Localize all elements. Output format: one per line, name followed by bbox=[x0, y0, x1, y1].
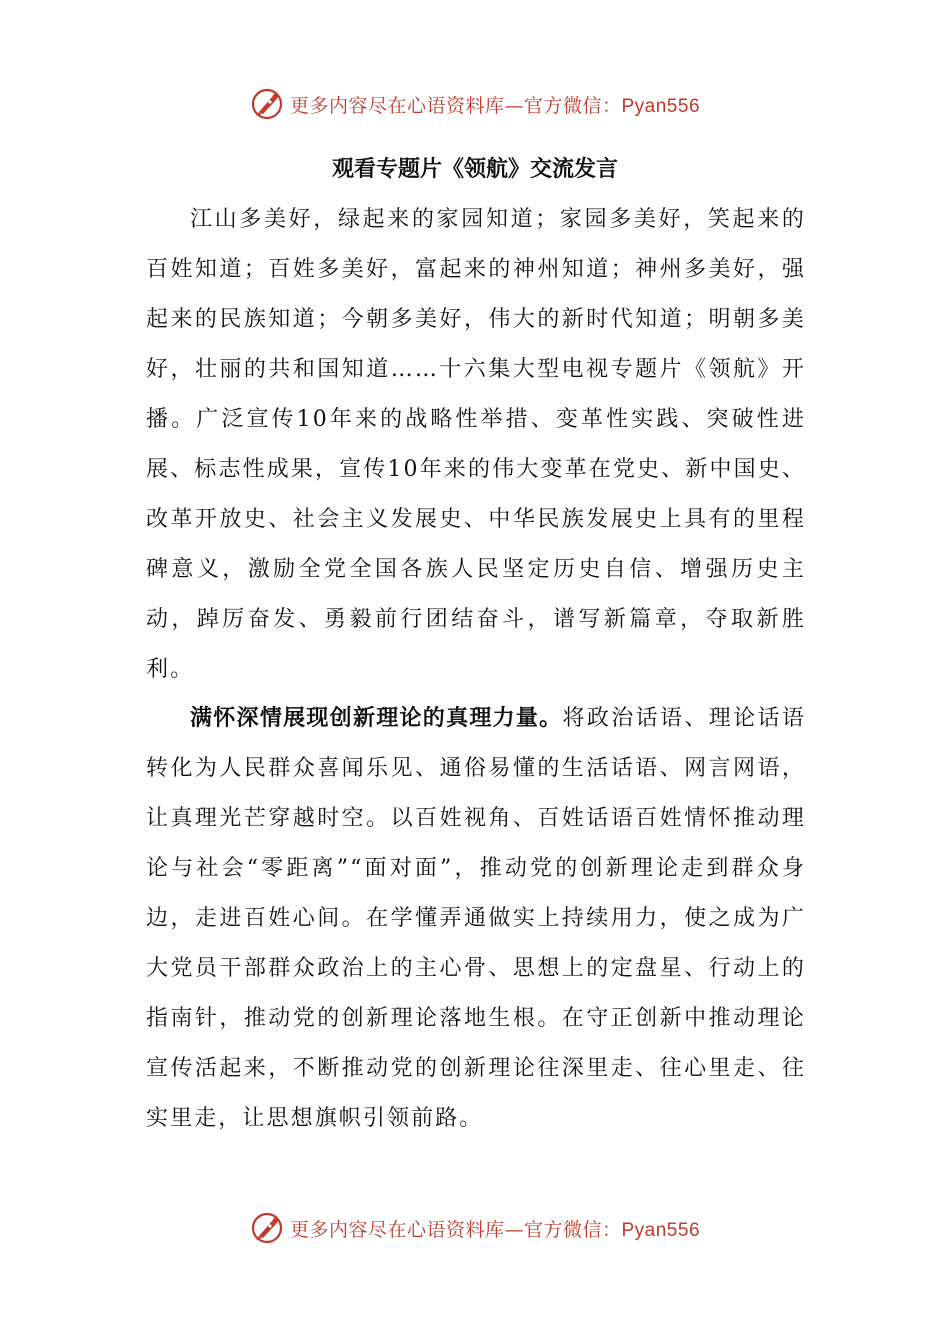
watermark-banner-bottom bbox=[0, 1208, 950, 1248]
document-title: 观看专题片《领航》交流发言 bbox=[331, 157, 618, 182]
watermark-content bbox=[250, 87, 700, 121]
watermark-content bbox=[250, 1211, 700, 1245]
paragraph-1 bbox=[146, 195, 806, 695]
watermark-prefix: 更多内容尽在心语资料库—官方微信： bbox=[289, 94, 622, 117]
paragraph-1-text: 江山多美好，绿起来的家园知道；家园多美好，笑起来的百姓知道；百姓多美好，富起来的神州知道；神州多美好，强起来的民族知道；今朝多美好，伟大的新时代知道；明朝多美好，壮丽的共和国知道……十六集大型电视专题片《领航》开播。广泛宣传10年来的战略性举措、变革性实践、突破性进展、标志性成果，宣传10年来的伟大变革在党史、新中国史、改革开放史、社会主义发展史、中华民族发展史上具有的里程碑意义，激励全党全国各族人民坚定历史自信、增强历史主动，踔厉奋发、勇毅前行团结奋斗，谱写新篇章，夺取新胜利。 bbox=[146, 207, 806, 682]
pen-nib-logo-icon bbox=[250, 1211, 284, 1245]
paragraph-2 bbox=[146, 694, 806, 1144]
paragraph-2-lead: 满怀深情展现创新理论的真理力量。 bbox=[190, 706, 563, 731]
watermark-wechat-id: Pyan556 bbox=[621, 95, 701, 117]
watermark-prefix: 更多内容尽在心语资料库—官方微信： bbox=[289, 1218, 622, 1241]
paragraph-2-text: 将政治话语、理论话语转化为人民群众喜闻乐见、通俗易懂的生活话语、网言网语，让真理光芒穿越时空。以百姓视角、百姓话语百姓情怀推动理论与社会“零距离”“面对面”，推动党的创新理论走到群众身边，走进百姓心间。在学懂弄通做实上持续用力，使之成为广大党员干部群众政治上的主心骨、思想上的定盘星、行动上的指南针，推动党的创新理论落地生根。在守正创新中推动理论宣传活起来，不断推动党的创新理论往深里走、往心里走、往实里走，让思想旗帜引领前路。 bbox=[146, 706, 806, 1131]
pen-nib-logo-icon bbox=[250, 87, 284, 121]
watermark-text bbox=[290, 1215, 700, 1242]
watermark-banner-top bbox=[0, 84, 950, 124]
watermark-wechat-id: Pyan556 bbox=[621, 1219, 701, 1241]
watermark-text bbox=[290, 91, 700, 118]
